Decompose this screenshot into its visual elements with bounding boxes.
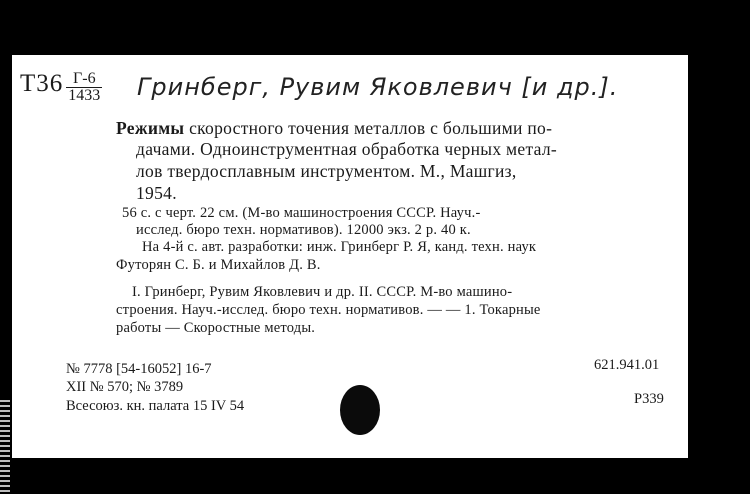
title-line-4: 1954.: [136, 183, 177, 203]
record-number: № 7778 [54-16052] 16-7: [66, 361, 212, 377]
tracing-line-1: I. Гринберг, Рувим Яковлевич и др. II. СССР. М-во машино-: [132, 284, 513, 300]
title-line-3: лов твердосплавным инструментом. М., Машгиз,: [136, 161, 517, 181]
note-line-2: Футорян С. Б. и Михайлов Д. В.: [116, 257, 321, 273]
udc-classification: 621.941.01: [594, 357, 660, 373]
record-series: XII № 570; № 3789: [66, 379, 184, 395]
chamber-stamp: Всесоюз. кн. палата 15 IV 54: [66, 398, 245, 414]
catalog-card: [12, 55, 688, 458]
note-line-1: На 4-й с. авт. разработки: инж. Гринберг Р. Я, канд. техн. наук: [142, 239, 537, 255]
title-line-1-rest: скоростного точения металлов с большими по-: [184, 118, 553, 138]
title-line-2: дачами. Одноинструментная обработка черных метал-: [136, 139, 558, 159]
author-heading-handwritten: Гринберг, Рувим Яковлевич [и др.].: [137, 73, 619, 101]
tracing-line-3: работы — Скоростные методы.: [116, 320, 316, 336]
call-number: [20, 70, 102, 104]
collation-line-1: 56 с. с черт. 22 см. (М-во машиностроения СССР. Науч.-: [122, 205, 481, 221]
call-number-main: Т36: [20, 70, 64, 97]
call-number-fraction: [66, 71, 102, 104]
title-line-1: [116, 118, 552, 139]
call-number-top: Г-6: [66, 71, 102, 88]
title-first-word: Режимы: [116, 118, 185, 138]
ink-blot: [340, 385, 380, 435]
collation-line-2: исслед. бюро техн. нормативов). 12000 экз. 2 р. 40 к.: [136, 222, 471, 238]
scan-edge-marks: [0, 400, 10, 494]
call-number-bottom: 1433: [68, 87, 101, 104]
card-code: Р339: [634, 391, 664, 407]
tracing-line-2: строения. Науч.-исслед. бюро техн. нормативов. — — 1. Токарные: [116, 302, 541, 318]
